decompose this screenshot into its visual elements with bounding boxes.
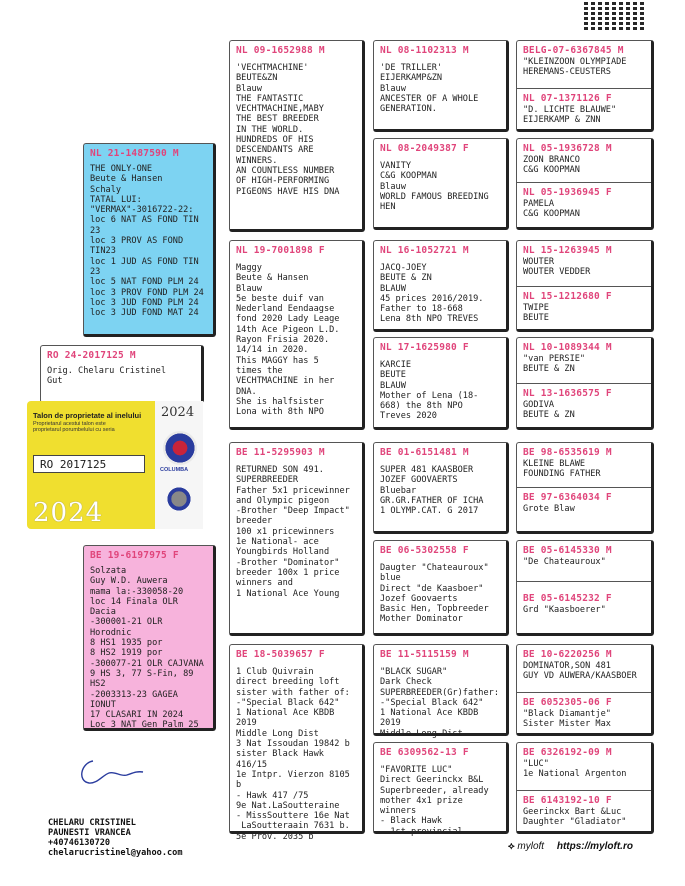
dam-ring: BE 19-6197975 F <box>90 550 179 561</box>
signature-icon <box>75 755 145 791</box>
col3-card-8 <box>373 742 509 837</box>
col4-text-4: "van PERSIE" BEUTE & ZN <box>523 354 586 375</box>
col4-ring-7b: BE 6052305-06 F <box>523 697 612 708</box>
col2-ring-2: NL 19-7001898 F <box>236 245 325 256</box>
col4-text-6b: Grd "Kaasboerer" <box>523 605 606 615</box>
col2-card-3 <box>229 442 365 636</box>
federation-seal-icon <box>163 431 197 465</box>
col4-ring-3: NL 15-1263945 M <box>523 245 612 256</box>
col2-ring-1: NL 09-1652988 M <box>236 45 325 56</box>
col4-card-5 <box>516 442 654 534</box>
col3-text-5: SUPER 481 KAASBOER JOZEF GOOVAERTS Bluebar GR.GR.FATHER OF ICHA 1 OLYMP.CAT. G 2017 <box>380 465 484 517</box>
col4-ring-7: BE 10-6220256 M <box>523 649 612 660</box>
col3-ring-6: BE 06-5302558 F <box>380 545 469 556</box>
col4-text-8b: Geerinckx Bart &Luc Daughter "Gladiator" <box>523 807 627 828</box>
owner-email[interactable]: chelarucristinel@yahoo.com <box>48 848 183 858</box>
sire-card <box>83 143 216 337</box>
col4-ring-1: BELG-07-6367845 M <box>523 45 624 56</box>
pigeon-logo-icon <box>165 486 193 512</box>
col4-text-2: ZOON BRANCO C&G KOOPMAN <box>523 155 580 176</box>
col4-ring-6b: BE 05-6145232 F <box>523 593 612 604</box>
col4-text-6: "De Chateauroux" <box>523 557 606 567</box>
col4-text-1: "KLEINZOON OLYMPIADE HEREMANS-CEUSTERS <box>523 57 627 78</box>
col3-text-4: KARCIE BEUTE BLAUW Mother of Lena (18- 668) the 8th NPO Treves 2020 <box>380 360 479 422</box>
col4-text-1b: "D. LICHTE BLAUWE" EIJERKAMP & ZNN <box>523 105 617 126</box>
col4-text-3: WOUTER WOUTER VEDDER <box>523 257 591 278</box>
col4-ring-2b: NL 05-1936945 F <box>523 187 612 198</box>
qr-code-pattern <box>584 0 646 30</box>
owner-name: CHELARU CRISTINEL <box>48 818 136 828</box>
myloft-link[interactable]: https://myloft.ro <box>556 841 633 852</box>
bird-ring: RO 24-2017125 M <box>47 350 136 361</box>
col3-ring-7: BE 11-5115159 M <box>380 649 469 660</box>
col4-ring-3b: NL 15-1212680 F <box>523 291 612 302</box>
col2-text-4: 1 Club Quivrain direct breeding loft sister with father of: -"Special Black 642" 1 National Ace KBDB 2019 Middle Long Dist 3 Nat Issoudan 19842 b sister Black Hawk 416/15 1e Intpr. Vierzon 8105 b - Hawk 417 /75 9e Nat.LaSoutteraine - MissSouttere 16e Nat LaSoutteraain 7631 b. 5e Prov. 2035 b <box>236 667 350 842</box>
col3-ring-1: NL 08-1102313 M <box>380 45 469 56</box>
col4-text-3b: TWIPE BEUTE <box>523 303 549 324</box>
col3-card-5 <box>373 442 509 534</box>
owner-place: PAUNESTI VRANCEA <box>48 828 131 838</box>
myloft-logo-text: myloft <box>517 841 545 852</box>
bird-card <box>40 345 204 403</box>
col4-text-5b: Grote Blaw <box>523 504 575 514</box>
col2-card-2 <box>229 240 365 430</box>
certificate-year: 2024 <box>33 498 104 528</box>
col3-text-6: Daugter "Chateauroux" blue Direct "de Kaasboer" Jozef Goovaerts Basic Hen, Topbreeder Mother Dominator <box>380 563 489 625</box>
bird-text: Orig. Chelaru Cristinel Gut <box>47 366 166 387</box>
col3-text-2: VANITY C&G KOOPMAN Blauw WORLD FAMOUS BREEDING HEN <box>380 161 489 213</box>
col4-text-7: DOMINATOR,SON 481 GUY VD AUWERA/KAASBOER <box>523 661 637 682</box>
col4-text-2b: PAMELA C&G KOOPMAN <box>523 199 580 220</box>
owner-info <box>48 818 183 858</box>
col4-ring-6: BE 05-6145330 M <box>523 545 612 556</box>
col3-card-2 <box>373 138 509 230</box>
col3-ring-8: BE 6309562-13 F <box>380 747 469 758</box>
col3-card-4 <box>373 337 509 430</box>
col3-text-7: "BLACK SUGAR" Dark Check SUPERBREEDER(Gr)father: -"Special Black 642" 1 National Ace KBDB 2019 Middle Long Dist <box>380 667 499 739</box>
col4-card-2 <box>516 138 654 230</box>
dam-text: Solzata Guy W.D. Auwera mama la:-330058-20 loc 14 Finala OLR Dacia -300001-21 OLR Horodnic 8 HS1 1935 por 8 HS2 1919 por -300077-21 OLR CAJVANA 9 HS 3, 77 S-Fin, 89 HS2 -2003313-23 GAGEA IONUT 17 CLASARI IN 2024 Loc 3 NAT Gen Palm 25 <box>90 566 204 731</box>
columba-label: COLUMBA <box>160 467 189 473</box>
col4-card-6 <box>516 540 654 636</box>
col3-text-8: "FAVORITE LUC" Direct Geerinckx B&L Superbreeder, already mother 4x1 prize winners - Black Hawk - 1st provincial <box>380 765 489 837</box>
col3-card-1 <box>373 40 509 132</box>
col4-text-8: "LUC" 1e National Argenton <box>523 759 627 780</box>
dam-card <box>83 545 216 731</box>
col4-card-7 <box>516 644 654 736</box>
col2-card-1 <box>229 40 365 232</box>
certificate-year-small: 2024 <box>161 405 195 420</box>
ring-certificate <box>27 401 203 529</box>
col3-text-1: 'DE TRILLER' EIJERKAMP&ZN Blauw ANCESTER OF A WHOLE GENERATION. <box>380 63 479 115</box>
col4-ring-1b: NL 07-1371126 F <box>523 93 612 104</box>
col2-text-1: 'VECHTMACHINE' BEUTE&ZN Blauw THE FANTASTIC VECHTMACHINE,MABY THE BEST BREEDER IN THE WORLD. HUNDREDS OF HIS DESCENDANTS ARE WINNERS. AN COUNTLESS NUMBER OF HIGH-PERFORMING PIGEONS HAVE HIS DNA <box>236 63 340 197</box>
col3-ring-5: BE 01-6151481 M <box>380 447 469 458</box>
col4-text-7b: "Black Diamantje" Sister Mister Max <box>523 709 611 730</box>
certificate-title: Talon de proprietate al inelului <box>33 411 142 420</box>
col2-ring-3: BE 11-5295903 M <box>236 447 325 458</box>
col2-card-4 <box>229 644 365 842</box>
col4-text-5: KLEINE BLAWE FOUNDING FATHER <box>523 459 601 480</box>
sire-ring: NL 21-1487590 M <box>90 148 179 159</box>
col4-card-4 <box>516 337 654 430</box>
col4-ring-4: NL 10-1089344 M <box>523 342 612 353</box>
col2-ring-4: BE 18-5039657 F <box>236 649 325 660</box>
col3-text-3: JACQ-JOEY BEUTE & ZN BLAUW 45 prices 2016/2019. Father to 18-668 Lena 8th NPO TREVES <box>380 263 484 325</box>
col3-card-3 <box>373 240 509 332</box>
certificate-ring-number: RO 2017125 <box>33 455 145 473</box>
col2-text-3: RETURNED SON 491. SUPERBREEDER Father 5x1 pricewinner and Olympic pigeon -Brother "Deep Impact" breeder 100 x1 pricewinners 1e National- ace Youngbirds Holland -Brother "Dominator" breeder 100x 1 price winners and 1 National Ace Young <box>236 465 350 599</box>
col4-card-1 <box>516 40 654 132</box>
col3-ring-2: NL 08-2049387 F <box>380 143 469 154</box>
col4-ring-5b: BE 97-6364034 F <box>523 492 612 503</box>
col4-text-4b: GODIVA BEUTE & ZN <box>523 400 575 421</box>
owner-phone: +40746130720 <box>48 838 111 848</box>
certificate-subtitle: Proprietarul acestui talon este proprietarul porumbelului cu seria <box>33 421 115 433</box>
col4-card-3 <box>516 240 654 332</box>
col3-card-6 <box>373 540 509 636</box>
col4-card-8 <box>516 742 654 834</box>
myloft-logo-icon: ⟡ <box>508 841 515 852</box>
sire-text: THE ONLY-ONE Beute & Hansen Schaly TATAL LUI: "VERMAX"-3016722-22: loc 6 NAT AS FOND TIN 23 loc 3 PROV AS FOND TIN23 loc 1 JUD AS FOND TIN 23 loc 5 NAT FOND PLM 24 loc 3 PROV FOND PLM 24 loc 3 JUD FOND PLM 24 loc 3 JUD FOND MAT 24 <box>90 164 204 319</box>
col3-card-7 <box>373 644 509 739</box>
col2-text-2: Maggy Beute & Hansen Blauw 5e beste duif van Nederland Eendaagse fond 2020 Lady Leage 14th Ace Pigeon L.D. Rayon Frisia 2020. 14/14 in 2020. This MAGGY has 5 times the VECHTMACHINE in her DNA. She is halfsister Lona with 8th NPO <box>236 263 340 418</box>
col4-ring-8b: BE 6143192-10 F <box>523 795 612 806</box>
myloft-brand <box>508 841 633 852</box>
col4-ring-2: NL 05-1936728 M <box>523 143 612 154</box>
col4-divider-6 <box>517 581 651 582</box>
col4-ring-8: BE 6326192-09 M <box>523 747 612 758</box>
col4-ring-4b: NL 13-1636575 F <box>523 388 612 399</box>
col3-ring-3: NL 16-1052721 M <box>380 245 469 256</box>
col3-ring-4: NL 17-1625980 F <box>380 342 469 353</box>
col4-ring-5: BE 98-6535619 M <box>523 447 612 458</box>
